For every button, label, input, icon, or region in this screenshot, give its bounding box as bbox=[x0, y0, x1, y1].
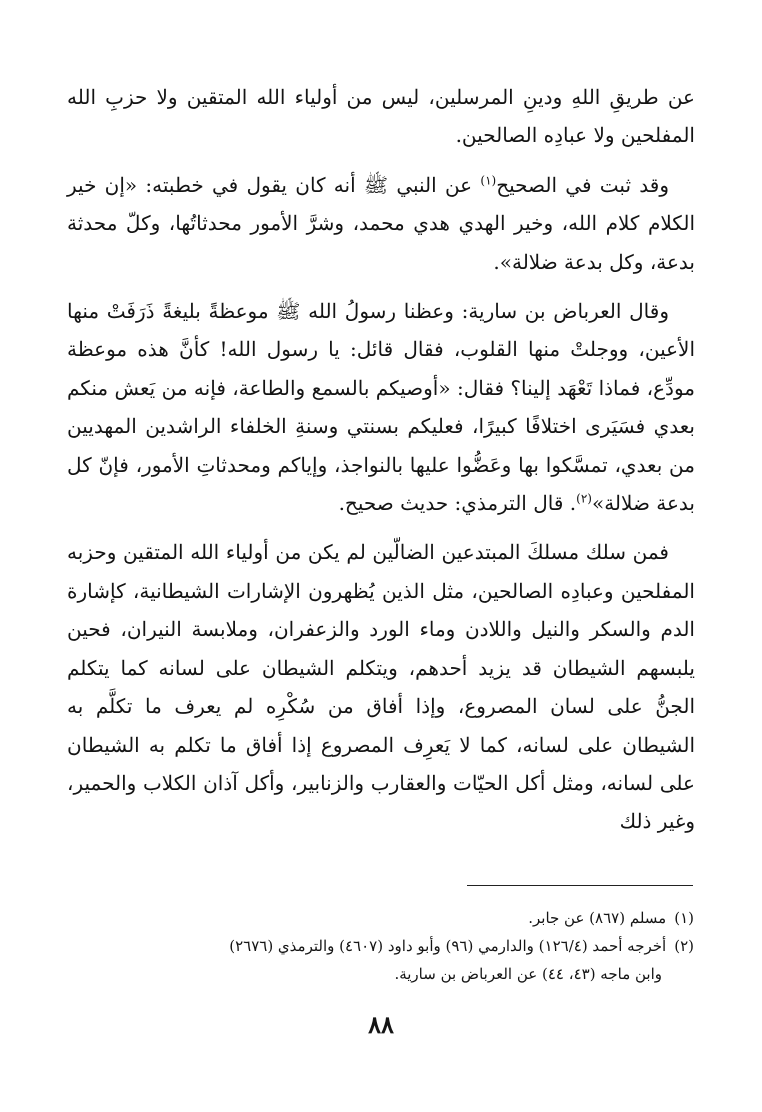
paragraph-3-text-start: وقال العرباض بن سارية: وعظنا رسولُ الله ﷺ موعظةً بليغةً ذَرَفَتْ منها الأعين، ووجلتْ منها القلوب، فقال قائل: يا رسول الله! كأنَّ هذه موعظة مودِّع، فماذا تَعْهَد إلينا؟ فقال: «أوصيكم بالسمع والطاعة، فإنه من يَعش منكم بعدي فسَيَرى اختلافًا كبيرًا، فعليكم بسنتي وسنةِ الخلفاء الراشدين المهديين من بعدي، تمسَّكوا بها وعَضُّوا عليها بالنواجذ، وإياكم ومحدثاتِ الأمور، فإنّ كل بدعة ضلالة» bbox=[67, 299, 695, 516]
paragraph-2-text-end: عن النبي ﷺ أنه كان يقول في خطبته: «إن خير الكلام كلام الله، وخير الهدي هدي محمد، وشرَّ الأمور محدثاتُها، وكلّ محدثة بدعة، وكل بدعة ضلالة». bbox=[67, 172, 695, 274]
paragraph-3 bbox=[67, 292, 695, 522]
footnote-ref-2[interactable]: (٢) bbox=[576, 491, 592, 506]
footnote-2-number: (٢) bbox=[674, 937, 694, 955]
paragraph-3-text-end: . قال الترمذي: حديث صحيح. bbox=[338, 491, 577, 516]
paragraph-2 bbox=[67, 166, 695, 281]
footnote-1 bbox=[64, 904, 694, 932]
paragraph-2-text-start: وقد ثبت في الصحيح bbox=[496, 172, 669, 197]
footnote-2-continuation-text: وابن ماجه (٤٣، ٤٤) عن العرباض بن سارية. bbox=[394, 965, 662, 983]
footnote-divider bbox=[467, 885, 693, 886]
footnote-1-number: (١) bbox=[674, 909, 694, 927]
paragraph-4 bbox=[67, 533, 695, 840]
footnote-2-continuation bbox=[64, 960, 694, 988]
footnote-ref-1[interactable]: (١) bbox=[480, 173, 497, 188]
paragraph-4-text: فمن سلك مسلكَ المبتدعين الضالّين لم يكن من أولياء الله المتقين وحزبه المفلحين وعبادِه الصالحين، مثل الذين يُظهرون الإشارات الشيطانية، كإشارة الدم والسكر والنيل واللادن وماء الورد والزعفران، وملابسة النيران، فحين يلبسهم الشيطان قد يزيد أحدهم، ويتكلم الشيطان على لسانه كما يتكلم الجنُّ على لسان المصروع، وإذا أفاق من سُكْرِه لم يعرف ما تكلَّم به الشيطان على لسانه، كما لا يَعرِف المصروع إذا أفاق ما تكلم به الشيطان على لسانه، ومثل أكل الحيّات والعقارب والزنابير، وأكل آذان الكلاب والحمير، وغير ذلك bbox=[67, 540, 695, 834]
page-number: ٨٨ bbox=[368, 1010, 394, 1039]
main-text bbox=[67, 78, 695, 852]
footnotes bbox=[64, 904, 694, 988]
paragraph-1-text: عن طريقِ اللهِ ودينِ المرسلين، ليس من أولياء الله المتقين ولا حزبِ الله المفلحين ولا عبادِه الصالحين. bbox=[67, 85, 695, 148]
footnote-1-text: مسلم (٨٦٧) عن جابر. bbox=[528, 909, 667, 927]
paragraph-1 bbox=[67, 78, 695, 155]
footnote-2-text: أخرجه أحمد (١٢٦/٤) والدارمي (٩٦) وأبو داود (٤٦٠٧) والترمذي (٢٦٧٦) bbox=[229, 937, 667, 955]
footnote-2 bbox=[64, 932, 694, 960]
